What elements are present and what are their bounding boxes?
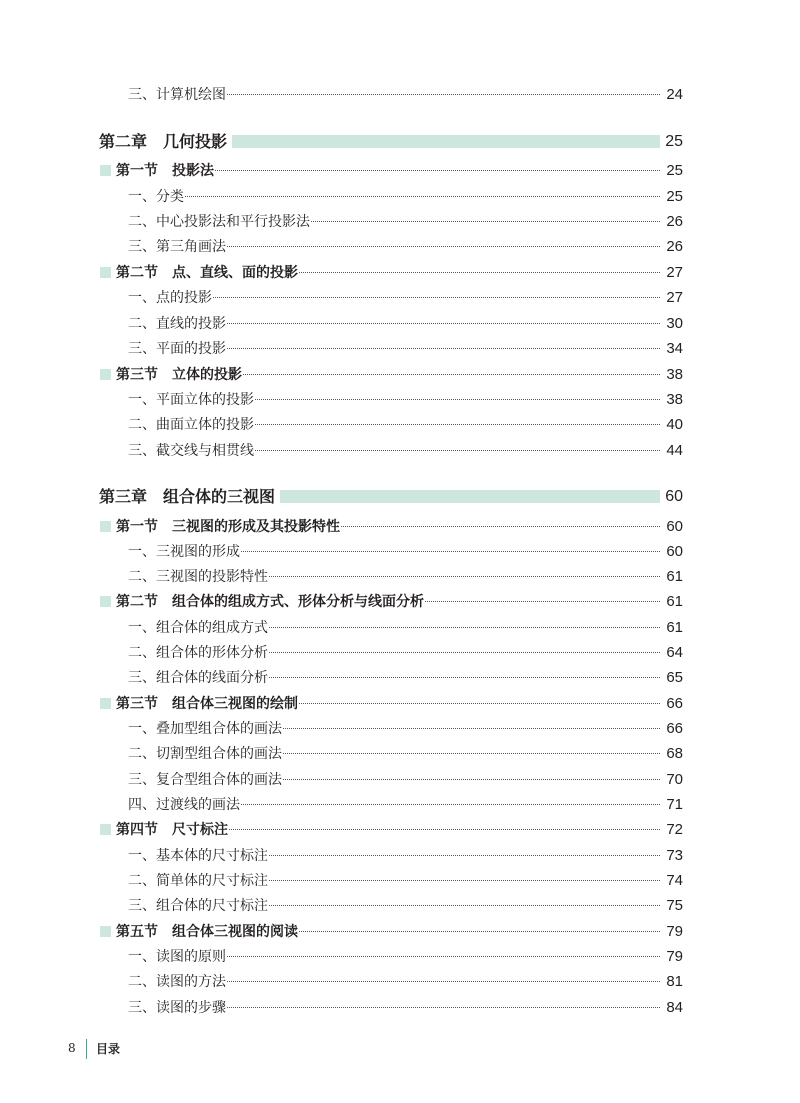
toc-label: 第一节 投影法 [116, 160, 215, 182]
toc-chapter[interactable] [0, 130, 800, 154]
toc-section[interactable] [0, 262, 800, 284]
toc-page-number: 60 [664, 485, 683, 509]
toc-page-number: 61 [665, 566, 683, 588]
toc-page-number: 72 [665, 819, 683, 841]
toc-label: 第三节 立体的投影 [116, 364, 243, 386]
toc-item[interactable] [0, 870, 800, 892]
toc-item[interactable] [0, 667, 800, 689]
toc-label: 一、组合体的组成方式 [128, 617, 269, 639]
toc-label: 第一节 三视图的形成及其投影特性 [116, 516, 341, 538]
toc-item[interactable] [0, 743, 800, 765]
toc-item[interactable] [0, 971, 800, 993]
toc-label: 第五节 组合体三视图的阅读 [116, 921, 299, 943]
toc-label: 一、基本体的尺寸标注 [128, 845, 269, 867]
toc-item[interactable] [0, 769, 800, 791]
toc-section[interactable] [0, 364, 800, 386]
toc-label: 二、三视图的投影特性 [128, 566, 269, 588]
toc-page-number: 68 [665, 743, 683, 765]
section-marker-square [100, 824, 111, 835]
toc-item[interactable] [0, 211, 800, 233]
toc-page-number: 61 [665, 591, 683, 613]
toc-item[interactable] [0, 236, 800, 258]
toc-label: 四、过渡线的画法 [128, 794, 241, 816]
toc-item[interactable] [0, 794, 800, 816]
toc-label: 二、简单体的尺寸标注 [128, 870, 269, 892]
page-number: 8 [68, 1041, 76, 1055]
toc-page-number: 27 [665, 287, 683, 309]
toc-label: 三、组合体的尺寸标注 [128, 895, 269, 917]
toc-page-number: 26 [665, 211, 683, 233]
section-marker-square [100, 596, 111, 607]
toc-page-number: 60 [665, 516, 683, 538]
toc-item[interactable] [0, 414, 800, 436]
section-marker-square [100, 521, 111, 532]
toc-item[interactable] [0, 895, 800, 917]
section-marker-square [100, 926, 111, 937]
toc-label: 一、叠加型组合体的画法 [128, 718, 283, 740]
toc-item[interactable] [0, 718, 800, 740]
toc-label: 一、点的投影 [128, 287, 213, 309]
toc-label: 第二章 几何投影 [99, 132, 228, 151]
toc-label: 第二节 点、直线、面的投影 [116, 262, 299, 284]
footer-divider [86, 1039, 87, 1059]
toc-page-number: 30 [665, 313, 683, 335]
toc-label: 一、三视图的形成 [128, 541, 241, 563]
toc-page-number: 73 [665, 845, 683, 867]
toc-page-number: 25 [665, 186, 683, 208]
toc-page-number: 38 [665, 389, 683, 411]
toc-section[interactable] [0, 819, 800, 841]
toc-page-number: 26 [665, 236, 683, 258]
toc-page-number: 24 [665, 84, 683, 106]
toc-label: 三、读图的步骤 [128, 997, 227, 1019]
toc-item[interactable] [0, 642, 800, 664]
toc-item[interactable] [0, 338, 800, 360]
toc-page-number: 70 [665, 769, 683, 791]
toc-label: 三、计算机绘图 [128, 84, 227, 106]
toc-label: 三、平面的投影 [128, 338, 227, 360]
dot-leader [128, 196, 660, 197]
section-marker-square [100, 698, 111, 709]
toc-page-number: 64 [665, 642, 683, 664]
toc-label: 一、分类 [128, 186, 185, 208]
chapter-bar [232, 135, 660, 148]
toc-item[interactable] [0, 84, 800, 106]
toc-section[interactable] [0, 921, 800, 943]
toc-item[interactable] [0, 389, 800, 411]
toc-page-number: 79 [665, 921, 683, 943]
toc-label: 二、切割型组合体的画法 [128, 743, 283, 765]
toc-page-number: 38 [665, 364, 683, 386]
toc-label: 二、曲面立体的投影 [128, 414, 255, 436]
toc-item[interactable] [0, 440, 800, 462]
toc-page-number: 66 [665, 693, 683, 715]
toc-label: 三、组合体的线面分析 [128, 667, 269, 689]
toc-page-number: 27 [665, 262, 683, 284]
toc-item[interactable] [0, 186, 800, 208]
toc-label: 一、读图的原则 [128, 946, 227, 968]
section-marker-square [100, 267, 111, 278]
toc-chapter[interactable] [0, 485, 800, 509]
toc-label: 第三节 组合体三视图的绘制 [116, 693, 299, 715]
toc-section[interactable] [0, 693, 800, 715]
toc-label: 二、直线的投影 [128, 313, 227, 335]
toc-page-number: 44 [665, 440, 683, 462]
toc-item[interactable] [0, 566, 800, 588]
toc-section[interactable] [0, 516, 800, 538]
toc-item[interactable] [0, 946, 800, 968]
section-marker-square [100, 165, 111, 176]
toc-label: 第二节 组合体的组成方式、形体分析与线面分析 [116, 591, 425, 613]
toc-page-number: 61 [665, 617, 683, 639]
toc-label: 一、平面立体的投影 [128, 389, 255, 411]
toc-label: 第四节 尺寸标注 [116, 819, 229, 841]
toc-label: 二、中心投影法和平行投影法 [128, 211, 311, 233]
toc-label: 三、截交线与相贯线 [128, 440, 255, 462]
toc-label: 二、组合体的形体分析 [128, 642, 269, 664]
footer-title: 目录 [96, 1042, 121, 1056]
toc-item[interactable] [0, 845, 800, 867]
toc-page-number: 40 [665, 414, 683, 436]
toc-page-number: 65 [665, 667, 683, 689]
toc-page-number: 74 [665, 870, 683, 892]
toc-page-number: 25 [664, 130, 683, 154]
toc-page-number: 71 [665, 794, 683, 816]
toc-page-number: 66 [665, 718, 683, 740]
toc-label: 三、第三角画法 [128, 236, 227, 258]
toc-label: 三、复合型组合体的画法 [128, 769, 283, 791]
toc-item[interactable] [0, 617, 800, 639]
toc-item[interactable] [0, 287, 800, 309]
toc-item[interactable] [0, 541, 800, 563]
toc-label: 二、读图的方法 [128, 971, 227, 993]
page-footer [0, 1037, 800, 1061]
toc-section[interactable] [0, 591, 800, 613]
toc-item[interactable] [0, 997, 800, 1019]
toc-item[interactable] [0, 313, 800, 335]
toc-page-number: 25 [665, 160, 683, 182]
toc-page-number: 84 [665, 997, 683, 1019]
section-marker-square [100, 369, 111, 380]
toc-page-number: 60 [665, 541, 683, 563]
chapter-bar [280, 490, 660, 503]
toc-page-number: 75 [665, 895, 683, 917]
toc-page-number: 81 [665, 971, 683, 993]
toc-page-number: 79 [665, 946, 683, 968]
toc-page-number: 34 [665, 338, 683, 360]
toc-section[interactable] [0, 160, 800, 182]
toc-label: 第三章 组合体的三视图 [99, 487, 276, 506]
